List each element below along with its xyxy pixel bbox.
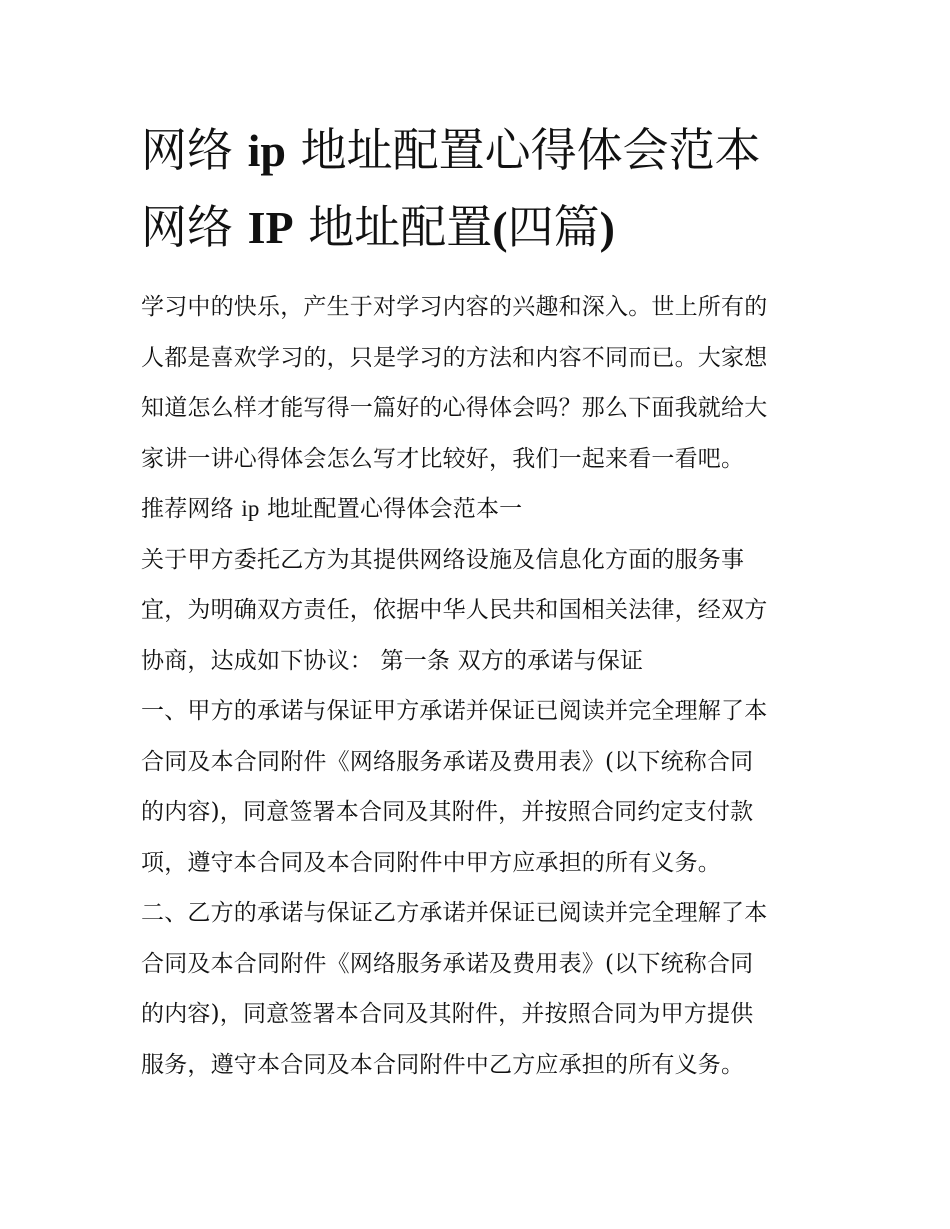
document-page — [141, 112, 813, 1090]
heading-text: ip — [241, 496, 260, 521]
intro-paragraph — [141, 282, 813, 484]
paragraph-line: 项，遵守本合同及本合同附件中甲方应承担的所有义务。 — [141, 849, 721, 876]
title-text: 网络 — [141, 200, 233, 254]
paragraph-line: 的内容)，同意签署本合同及其附件，并按照合同约定支付款 — [141, 799, 754, 825]
heading-text: 地址配置心得体会范本一 — [267, 496, 523, 522]
document-title — [141, 112, 813, 266]
paragraph-line: 合同及本合同附件《网络服务承诺及费用表》(以下统称合同 — [141, 950, 754, 977]
paragraph-line: 知道怎么样才能写得一篇好的心得体会吗？那么下面我就给大 — [141, 395, 768, 421]
title-text: ) — [599, 202, 615, 253]
paragraph-line: 协商，达成如下协议： 第一条 双方的承诺与保证 — [141, 647, 644, 674]
title-text: 四篇 — [507, 200, 600, 254]
clause-two-paragraph — [141, 888, 813, 1090]
paragraph-line: 人都是喜欢学习的，只是学习的方法和内容不同而已。大家想 — [141, 344, 768, 371]
title-line-1 — [141, 123, 761, 177]
paragraph-line: 关于甲方委托乙方为其提供网络设施及信息化方面的服务事 — [141, 546, 745, 573]
contract-intro-paragraph — [141, 535, 813, 687]
heading-text: 推荐网络 — [141, 496, 234, 522]
title-line-2 — [141, 200, 615, 254]
paragraph-line: 的内容)，同意签署本合同及其附件，并按照合同为甲方提供 — [141, 1001, 754, 1027]
paragraph-line: 宜，为明确双方责任，依据中华人民共和国相关法律，经双方 — [141, 597, 768, 623]
paragraph-line: 学习中的快乐，产生于对学习内容的兴趣和深入。世上所有的 — [141, 294, 768, 320]
paragraph-line: 二、乙方的承诺与保证乙方承诺并保证已阅读并完全理解了本 — [141, 900, 768, 926]
title-text: ip — [247, 125, 286, 176]
title-text: 地址配置 — [308, 200, 493, 254]
paragraph-line: 合同及本合同附件《网络服务承诺及费用表》(以下统称合同 — [141, 748, 754, 775]
section-heading — [141, 484, 813, 535]
title-text: 地址配置心得体会范本 — [300, 123, 761, 177]
paragraph-line: 家讲一讲心得体会怎么写才比较好，我们一起来看一看吧。 — [141, 445, 745, 472]
title-text: IP — [247, 202, 294, 253]
title-text: 网络 — [141, 123, 233, 177]
clause-one-paragraph — [141, 686, 813, 888]
title-text: ( — [492, 202, 508, 253]
paragraph-line: 服务，遵守本合同及本合同附件中乙方应承担的所有义务。 — [141, 1051, 745, 1078]
paragraph-line: 一、甲方的承诺与保证甲方承诺并保证已阅读并完全理解了本 — [141, 698, 768, 724]
